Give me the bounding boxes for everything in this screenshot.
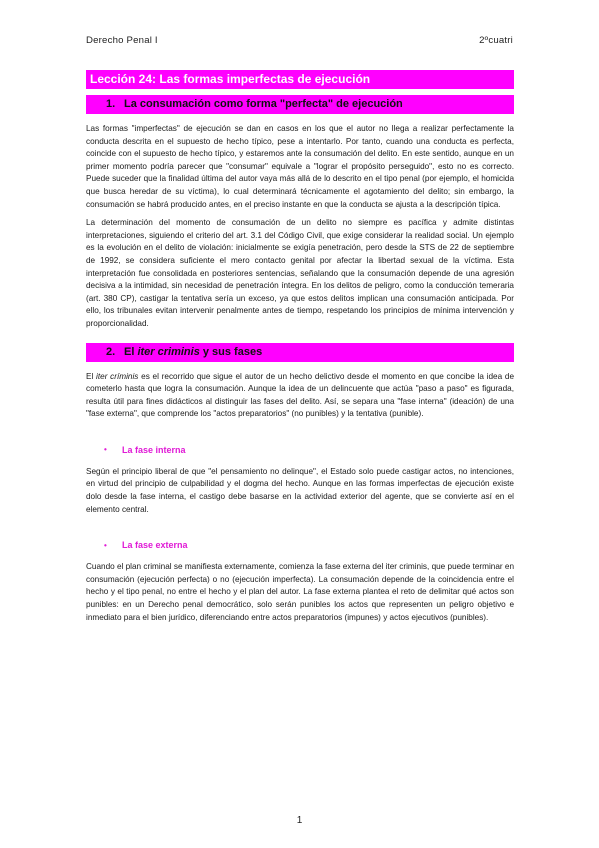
- lesson-title: Lección 24: Las formas imperfectas de ejecución: [86, 70, 514, 89]
- section-title-italic: iter criminis: [137, 345, 200, 358]
- paragraph: Las formas "imperfectas" de ejecución se dan en casos en los que el autor no llega a realizar perfectamente la conducta descrita en el supuesto de hecho típico, pese a intentarlo. Por tanto, cuando una conducta es perfecta, coincide con el supuesto de hecho típico, y estaremos ante la consumación del delito. En este sentido, aunque en un primer momento podría parecer que "consumar" equivale a "lograr el propósito perseguido", esto no es correcto. Puede suceder que la finalidad última del autor vaya más allá de lo descrito en el tipo penal (por ejemplo, el homicida que busca heredar de su víctima), lo cual determinará técnicamente el agotamiento del delito; sin embargo, la consumación se habrá producido antes, en el preciso instante en que la conducta se ajusta a la descripción típica.: [86, 124, 514, 209]
- bullet-icon: •: [104, 445, 107, 455]
- header-term: 2ºcuatri: [479, 35, 513, 46]
- paragraph: Cuando el plan criminal se manifiesta externamente, comienza la fase externa del iter criminis, que puede terminar en consumación (ejecución perfecta) o no (ejecución imperfecta). La consumación depende de la coincidencia entre el hecho y el tipo penal, no entre el hecho y el plan del autor. La fase externa plantea el reto de delimitar qué actos son punibles: en un Derecho penal democrático, solo serán punibles los actos que representen un peligro objetivo e inmediato para el bien jurídico, diferenciando entre actos preparatorios (impunes) y actos ejecutivos (punibles).: [86, 562, 514, 622]
- paragraph: Según el principio liberal de que "el pensamiento no delinque", el Estado solo puede castigar actos, no intenciones, en virtud del principio de culpabilidad y el dogma del hecho. Aunque en las formas imperfectas de ejecución existe dolo desde la fase interna, el castigo debe basarse en la actividad exterior del agente, que se convierte así en el elemento central.: [86, 466, 514, 514]
- paragraph-part: El: [86, 371, 97, 381]
- section-title: La consumación como forma "perfecta" de ejecución: [124, 98, 403, 110]
- page-header: [86, 35, 513, 46]
- section-title-part: y sus fases: [199, 345, 263, 358]
- subsection-heading-fase-interna: [104, 443, 514, 457]
- header-subject: Derecho Penal I: [86, 35, 158, 46]
- section-title-part: El: [124, 345, 138, 358]
- paragraph-italic: iter críminis: [96, 371, 139, 381]
- document-body: [86, 70, 514, 624]
- section-number: 1.: [106, 98, 116, 110]
- subsection-title: La fase interna: [122, 444, 186, 455]
- section-title: [124, 346, 262, 359]
- paragraph-part: es el recorrido que sigue el autor de un hecho delictivo desde el momento en que concibe la idea de cometerlo hasta que logra la consumación. Aunque la idea de un delincuente que actúa "paso a paso" es figurada, resulta útil para fines didácticos al distinguir las fases del delito. Así, se separa una "fase interna" (ideación) de una "fase externa", que comprende los "actos preparatorios" (no punibles) y la tentativa (punible).: [86, 371, 514, 419]
- subsection-title: La fase externa: [122, 540, 188, 551]
- subsection-heading-fase-externa: [104, 538, 514, 552]
- paragraph: [86, 371, 514, 421]
- bullet-icon: •: [104, 540, 107, 550]
- section-heading-2: [86, 343, 514, 362]
- page-number: 1: [296, 815, 303, 826]
- section-number: 2.: [106, 345, 116, 358]
- section-heading-1: [86, 95, 514, 114]
- paragraph: La determinación del momento de consumación de un delito no siempre es pacífica y admite distintas interpretaciones, siguiendo el criterio del art. 3.1 del Código Civil, que exige considerar la realidad social. Un ejemplo es la evolución en el delito de violación: inicialmente se exigía penetración, pero desde la STS de 22 de septiembre de 1992, se considera suficiente el mero contacto genital por afectar la libertad sexual de la víctima. Esta interpretación fue consolidada en posteriores sentencias, señalando que la consumación depende de una agresión decisiva a la intimidad, sin necesidad de penetración íntegra. En los delitos de peligro, como la conducción temeraria (art. 380 CP), castigar la tentativa sería un exceso, ya que estos delitos implican una consumación anticipada. Por ello, los tribunales evitan intervenir penalmente antes de tiempo, respetando los principios de mínima intervención y proporcionalidad.: [86, 218, 514, 328]
